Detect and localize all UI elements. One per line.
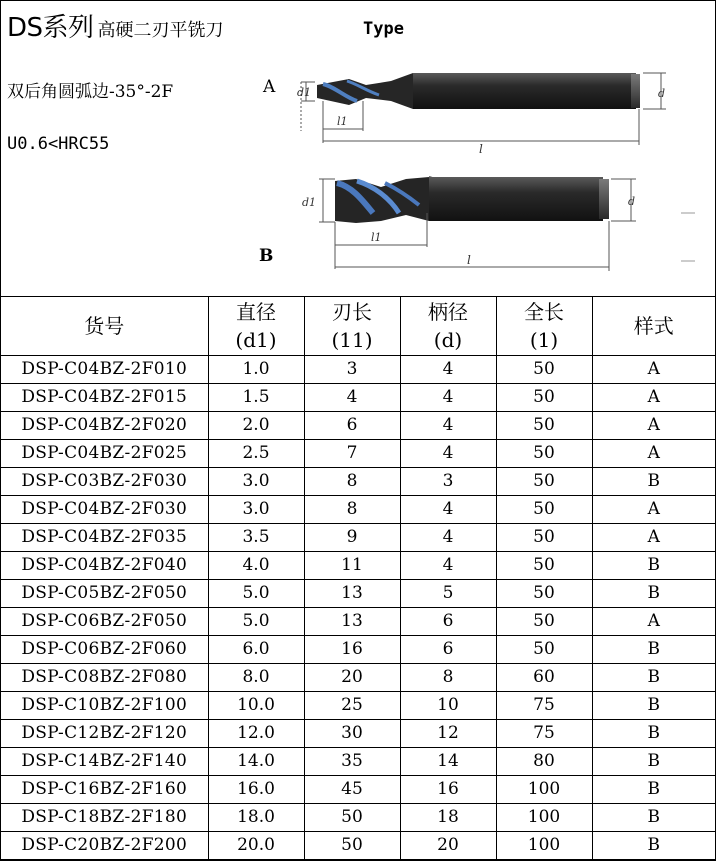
diameter-cell: 1.0	[208, 356, 304, 384]
header-label: 刃长	[332, 300, 372, 324]
shank-diameter-cell: 14	[400, 748, 496, 776]
diameter-cell: 2.0	[208, 412, 304, 440]
table-row	[1, 692, 715, 720]
table-row	[1, 664, 715, 692]
flute-length-cell: 30	[304, 720, 400, 748]
style-cell: A	[592, 384, 715, 412]
header-part-number	[1, 297, 208, 356]
flute-length-cell: 50	[304, 832, 400, 860]
tool-b-drawing	[302, 177, 695, 271]
diameter-cell: 14.0	[208, 748, 304, 776]
shank-diameter-cell: 18	[400, 804, 496, 832]
table-row	[1, 832, 715, 860]
diameter-cell: 18.0	[208, 804, 304, 832]
diameter-cell: 1.5	[208, 384, 304, 412]
part-number-cell: DSP-C20BZ-2F200	[1, 832, 208, 860]
overall-length-cell: 50	[496, 468, 592, 496]
overall-length-cell: 50	[496, 636, 592, 664]
part-number-cell: DSP-C12BZ-2F120	[1, 720, 208, 748]
style-cell: B	[592, 832, 715, 860]
table-row	[1, 776, 715, 804]
part-number-cell: DSP-C08BZ-2F080	[1, 664, 208, 692]
flute-length-cell: 25	[304, 692, 400, 720]
type-label: Type	[363, 19, 404, 39]
table-header-row	[1, 297, 715, 356]
shank-diameter-cell: 5	[400, 580, 496, 608]
header-label: 全长	[524, 300, 564, 324]
part-number-cell: DSP-C04BZ-2F035	[1, 524, 208, 552]
flute-length-cell: 45	[304, 776, 400, 804]
flute-length-cell: 16	[304, 636, 400, 664]
overall-length-cell: 100	[496, 776, 592, 804]
part-number-cell: DSP-C06BZ-2F060	[1, 636, 208, 664]
part-number-cell: DSP-C05BZ-2F050	[1, 580, 208, 608]
style-cell: B	[592, 636, 715, 664]
shank-diameter-cell: 6	[400, 636, 496, 664]
shank-diameter-cell: 3	[400, 468, 496, 496]
tool-a-drawing	[297, 73, 666, 156]
overall-length-cell: 50	[496, 608, 592, 636]
overall-length-cell: 50	[496, 580, 592, 608]
flute-length-cell: 3	[304, 356, 400, 384]
dim-d-b: d	[628, 195, 636, 208]
overall-length-cell: 50	[496, 412, 592, 440]
overall-length-cell: 75	[496, 692, 592, 720]
overall-length-cell: 80	[496, 748, 592, 776]
shank-diameter-cell: 4	[400, 412, 496, 440]
part-number-cell: DSP-C14BZ-2F140	[1, 748, 208, 776]
header-label: 柄径	[428, 300, 468, 324]
part-number-cell: DSP-C16BZ-2F160	[1, 776, 208, 804]
variant-a-label: A	[263, 77, 276, 97]
table-row	[1, 608, 715, 636]
table-row	[1, 720, 715, 748]
part-number-cell: DSP-C04BZ-2F025	[1, 440, 208, 468]
diameter-cell: 10.0	[208, 692, 304, 720]
shank-diameter-cell: 12	[400, 720, 496, 748]
overall-length-cell: 50	[496, 356, 592, 384]
header-unit: (1)	[529, 328, 559, 352]
header-flute-length	[304, 297, 400, 356]
style-cell: A	[592, 608, 715, 636]
header-unit: (d1)	[235, 328, 277, 352]
table-row	[1, 356, 715, 384]
dim-l-a: l	[479, 142, 483, 156]
flute-length-cell: 35	[304, 748, 400, 776]
style-cell: B	[592, 580, 715, 608]
hardness-spec: U0.6<HRC55	[7, 134, 110, 154]
table-row	[1, 496, 715, 524]
shank-diameter-cell: 16	[400, 776, 496, 804]
style-cell: B	[592, 664, 715, 692]
overall-length-cell: 75	[496, 720, 592, 748]
diameter-cell: 3.5	[208, 524, 304, 552]
table-row	[1, 412, 715, 440]
shank-diameter-cell: 4	[400, 496, 496, 524]
part-number-cell: DSP-C04BZ-2F040	[1, 552, 208, 580]
table-row	[1, 580, 715, 608]
variant-b-label: B	[259, 246, 274, 266]
diameter-cell: 16.0	[208, 776, 304, 804]
part-number-cell: DSP-C03BZ-2F030	[1, 468, 208, 496]
table-row	[1, 468, 715, 496]
overall-length-cell: 100	[496, 832, 592, 860]
style-cell: B	[592, 692, 715, 720]
dim-d1-a: d1	[297, 86, 312, 99]
flute-length-cell: 8	[304, 496, 400, 524]
product-header	[1, 1, 715, 297]
flute-length-cell: 6	[304, 412, 400, 440]
product-type-name: 高硬二刃平铣刀	[97, 20, 224, 41]
header-overall-length	[496, 297, 592, 356]
header-unit: (11)	[331, 328, 373, 352]
shank-diameter-cell: 4	[400, 384, 496, 412]
style-cell: B	[592, 552, 715, 580]
diameter-cell: 5.0	[208, 608, 304, 636]
spec-table-body	[1, 356, 715, 860]
end-mill-drawing	[1, 1, 715, 296]
header-style	[592, 297, 715, 356]
series-name: DS系列	[7, 13, 94, 43]
overall-length-cell: 50	[496, 552, 592, 580]
diameter-cell: 20.0	[208, 832, 304, 860]
part-number-cell: DSP-C18BZ-2F180	[1, 804, 208, 832]
part-number-cell: DSP-C10BZ-2F100	[1, 692, 208, 720]
table-row	[1, 552, 715, 580]
style-cell: B	[592, 748, 715, 776]
style-cell: A	[592, 496, 715, 524]
part-number-cell: DSP-C04BZ-2F015	[1, 384, 208, 412]
shank-diameter-cell: 4	[400, 356, 496, 384]
header-shank-diameter	[400, 297, 496, 356]
dim-d1-b: d1	[302, 196, 317, 209]
overall-length-cell: 50	[496, 384, 592, 412]
header-diameter	[208, 297, 304, 356]
diameter-cell: 3.0	[208, 496, 304, 524]
diameter-cell: 12.0	[208, 720, 304, 748]
header-label: 样式	[633, 314, 674, 338]
header-label: 直径	[236, 300, 276, 324]
shank-diameter-cell: 20	[400, 832, 496, 860]
flute-length-cell: 13	[304, 580, 400, 608]
shank-diameter-cell: 8	[400, 664, 496, 692]
diameter-cell: 6.0	[208, 636, 304, 664]
overall-length-cell: 50	[496, 524, 592, 552]
table-row	[1, 440, 715, 468]
overall-length-cell: 50	[496, 496, 592, 524]
flute-length-cell: 13	[304, 608, 400, 636]
shank-diameter-cell: 6	[400, 608, 496, 636]
part-number-cell: DSP-C04BZ-2F030	[1, 496, 208, 524]
diameter-cell: 3.0	[208, 468, 304, 496]
dim-l1-b: l1	[371, 231, 382, 244]
flute-length-cell: 9	[304, 524, 400, 552]
table-row	[1, 748, 715, 776]
style-cell: B	[592, 720, 715, 748]
dim-l1-a: l1	[337, 115, 348, 128]
overall-length-cell: 60	[496, 664, 592, 692]
style-cell: B	[592, 776, 715, 804]
diameter-cell: 5.0	[208, 580, 304, 608]
style-cell: A	[592, 524, 715, 552]
part-number-cell: DSP-C04BZ-2F020	[1, 412, 208, 440]
diameter-cell: 4.0	[208, 552, 304, 580]
table-row	[1, 804, 715, 832]
flute-length-cell: 4	[304, 384, 400, 412]
diameter-cell: 8.0	[208, 664, 304, 692]
dim-l-b: l	[467, 253, 471, 267]
style-cell: B	[592, 804, 715, 832]
geometry-spec: 双后角圆弧边-35°-2F	[7, 82, 174, 102]
table-row	[1, 636, 715, 664]
flute-length-cell: 20	[304, 664, 400, 692]
spec-table	[1, 297, 715, 860]
shank-diameter-cell: 4	[400, 524, 496, 552]
header-label: 货号	[84, 314, 125, 338]
overall-length-cell: 100	[496, 804, 592, 832]
style-cell: A	[592, 412, 715, 440]
shank-diameter-cell: 4	[400, 440, 496, 468]
header-unit: (d)	[433, 328, 463, 352]
flute-length-cell: 7	[304, 440, 400, 468]
style-cell: A	[592, 440, 715, 468]
shank-diameter-cell: 10	[400, 692, 496, 720]
flute-length-cell: 8	[304, 468, 400, 496]
table-row	[1, 524, 715, 552]
part-number-cell: DSP-C04BZ-2F010	[1, 356, 208, 384]
style-cell: B	[592, 468, 715, 496]
shank-diameter-cell: 4	[400, 552, 496, 580]
table-row	[1, 384, 715, 412]
dim-d-a: d	[658, 87, 666, 100]
part-number-cell: DSP-C06BZ-2F050	[1, 608, 208, 636]
flute-length-cell: 11	[304, 552, 400, 580]
style-cell: A	[592, 356, 715, 384]
overall-length-cell: 50	[496, 440, 592, 468]
flute-length-cell: 50	[304, 804, 400, 832]
diameter-cell: 2.5	[208, 440, 304, 468]
